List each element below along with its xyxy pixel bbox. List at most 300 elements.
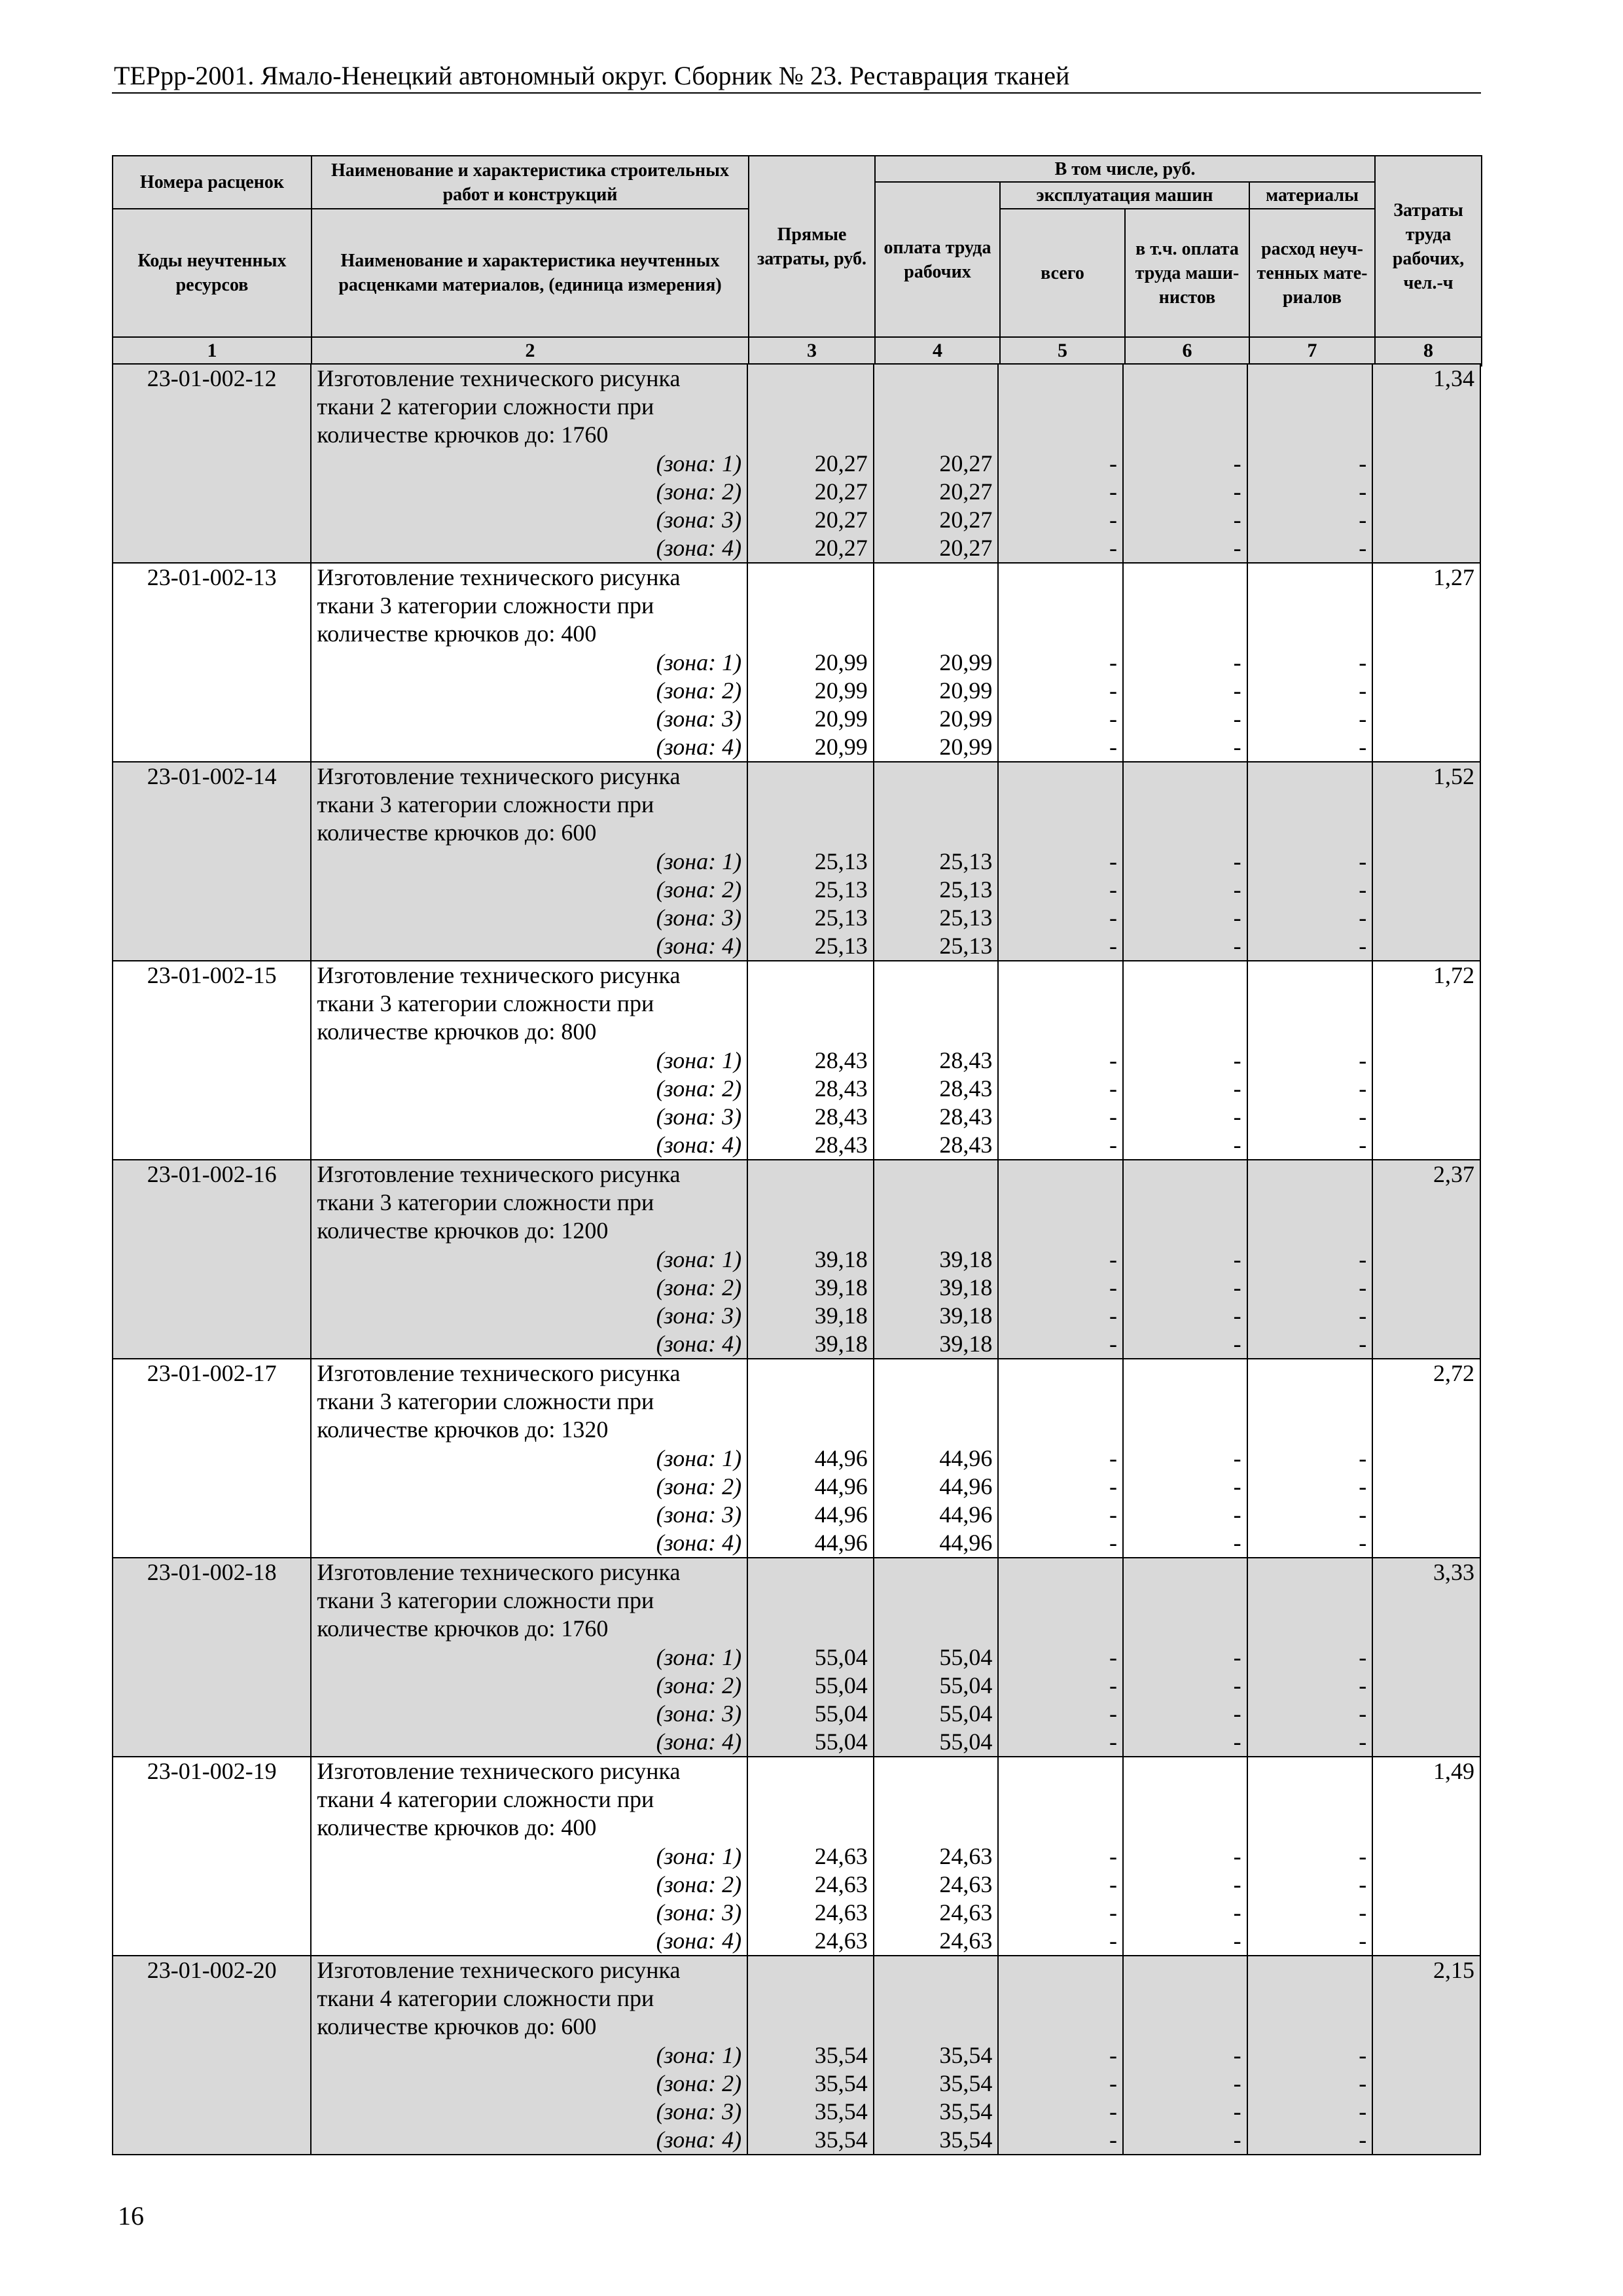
dash-value: -	[1233, 1899, 1241, 1926]
blank-line	[753, 961, 868, 990]
materials-cell	[1248, 961, 1374, 1159]
table-row	[112, 1757, 1481, 1956]
blank-line	[1253, 1160, 1367, 1189]
dash-value: -	[1359, 1871, 1367, 1897]
worker-pay-cell	[874, 564, 999, 761]
blank-line	[1129, 421, 1241, 449]
zone-label: (зона: 1)	[656, 848, 742, 874]
dash-value: -	[1359, 1928, 1367, 1954]
materials-cell	[1248, 564, 1374, 761]
worker-pay-value: 39,18	[939, 1331, 993, 1357]
description-line: ткани 2 категории сложности при	[317, 393, 654, 420]
blank-line	[1004, 1757, 1117, 1785]
machinist-pay-cell	[1124, 1956, 1248, 2154]
description-line: ткани 3 категории сложности при	[317, 592, 654, 619]
blank-line	[1253, 1956, 1367, 1984]
description-line: количестве крючков до: 600	[317, 2013, 597, 2040]
direct-costs-cell	[748, 1359, 874, 1557]
description-line: Изготовление технического рисунка	[317, 1161, 681, 1187]
description-cell	[312, 762, 748, 960]
column-number: 1	[113, 337, 312, 365]
blank-line	[1004, 564, 1117, 592]
blank-line	[1004, 2013, 1117, 2041]
zone-label: (зона: 1)	[656, 649, 742, 675]
blank-line	[1253, 819, 1367, 847]
description-line: Изготовление технического рисунка	[317, 1957, 681, 1983]
blank-line	[880, 819, 993, 847]
worker-pay-cell	[874, 365, 999, 562]
dash-value: -	[1359, 1444, 1367, 1471]
dash-value: -	[1109, 1274, 1117, 1300]
direct-cost-value: 24,63	[814, 1842, 868, 1869]
direct-costs-cell	[748, 564, 874, 761]
description-line: Изготовление технического рисунка	[317, 962, 681, 988]
dash-value: -	[1233, 1132, 1241, 1158]
blank-line	[1129, 1217, 1241, 1245]
dash-value: -	[1109, 1501, 1117, 1528]
dash-value: -	[1359, 677, 1367, 704]
blank-line	[880, 393, 993, 421]
materials-cell	[1248, 1757, 1374, 1955]
dash-value: -	[1109, 1729, 1117, 1755]
direct-cost-value: 44,96	[814, 1530, 868, 1556]
blank-line	[880, 421, 993, 449]
blank-line	[1004, 961, 1117, 990]
direct-cost-value: 25,13	[814, 904, 868, 931]
worker-pay-cell	[874, 1160, 999, 1358]
blank-line	[880, 1217, 993, 1245]
description-cell	[312, 961, 748, 1159]
labor-value: 1,49	[1433, 1758, 1474, 1784]
blank-line	[1004, 791, 1117, 819]
worker-pay-value: 20,99	[939, 705, 993, 732]
blank-line	[880, 1416, 993, 1444]
description-line: Изготовление технического рисунка	[317, 564, 681, 590]
labor-cell	[1373, 564, 1481, 761]
zone-label: (зона: 3)	[656, 1302, 742, 1329]
rate-code: 23-01-002-15	[147, 962, 277, 988]
machinist-pay-cell	[1124, 1160, 1248, 1358]
worker-pay-value: 35,54	[939, 2126, 993, 2153]
worker-pay-value: 20,99	[939, 649, 993, 675]
labor-value: 2,72	[1433, 1360, 1474, 1386]
dash-value: -	[1233, 649, 1241, 675]
blank-line	[1004, 762, 1117, 791]
blank-line	[1253, 592, 1367, 620]
zone-label: (зона: 3)	[656, 1103, 742, 1130]
direct-cost-value: 20,27	[814, 506, 868, 533]
description-cell	[312, 1757, 748, 1955]
labor-value: 2,15	[1433, 1957, 1474, 1983]
dash-value: -	[1109, 1842, 1117, 1869]
labor-cell	[1373, 1558, 1481, 1756]
dash-value: -	[1359, 1530, 1367, 1556]
blank-line	[880, 1160, 993, 1189]
direct-cost-value: 20,99	[814, 677, 868, 704]
dash-value: -	[1359, 904, 1367, 931]
dash-value: -	[1109, 1047, 1117, 1073]
direct-cost-value: 24,63	[814, 1899, 868, 1926]
direct-cost-value: 20,99	[814, 649, 868, 675]
header-machine-operation: эксплуатация машин	[1000, 182, 1249, 209]
blank-line	[1129, 762, 1241, 791]
direct-cost-value: 25,13	[814, 848, 868, 874]
machines-total-cell	[999, 1956, 1124, 2154]
zone-label: (зона: 2)	[656, 478, 742, 505]
dash-value: -	[1233, 1331, 1241, 1357]
dash-value: -	[1109, 1132, 1117, 1158]
machines-total-cell	[999, 1757, 1124, 1955]
blank-line	[1129, 819, 1241, 847]
blank-line	[880, 791, 993, 819]
blank-line	[1004, 1217, 1117, 1245]
blank-line	[880, 1757, 993, 1785]
dash-value: -	[1359, 1047, 1367, 1073]
direct-cost-value: 35,54	[814, 2126, 868, 2153]
blank-line	[1253, 990, 1367, 1018]
dash-value: -	[1359, 1643, 1367, 1670]
column-number: 5	[1000, 337, 1125, 365]
direct-cost-value: 35,54	[814, 2098, 868, 2125]
worker-pay-value: 44,96	[939, 1473, 993, 1499]
labor-value: 1,52	[1433, 763, 1474, 789]
direct-cost-value: 20,27	[814, 478, 868, 505]
zone-label: (зона: 2)	[656, 1871, 742, 1897]
dash-value: -	[1109, 1246, 1117, 1272]
blank-line	[1129, 1814, 1241, 1842]
dash-value: -	[1359, 705, 1367, 732]
blank-line	[1004, 1615, 1117, 1643]
dash-value: -	[1233, 535, 1241, 562]
labor-cell	[1373, 961, 1481, 1159]
dash-value: -	[1109, 705, 1117, 732]
dash-value: -	[1359, 1672, 1367, 1698]
blank-line	[753, 1984, 868, 2013]
description-line: Изготовление технического рисунка	[317, 365, 681, 391]
dash-value: -	[1233, 1075, 1241, 1102]
direct-cost-value: 39,18	[814, 1302, 868, 1329]
dash-value: -	[1233, 478, 1241, 505]
blank-line	[1129, 1984, 1241, 2013]
direct-cost-value: 44,96	[814, 1444, 868, 1471]
worker-pay-value: 25,13	[939, 904, 993, 931]
worker-pay-value: 44,96	[939, 1501, 993, 1528]
blank-line	[1004, 592, 1117, 620]
blank-line	[880, 1615, 993, 1643]
zone-label: (зона: 3)	[656, 705, 742, 732]
dash-value: -	[1233, 904, 1241, 931]
zone-label: (зона: 3)	[656, 1501, 742, 1528]
blank-line	[1004, 1416, 1117, 1444]
zone-label: (зона: 3)	[656, 2098, 742, 2125]
description-cell	[312, 365, 748, 562]
blank-line	[880, 1018, 993, 1046]
description-cell	[312, 1956, 748, 2154]
rate-code: 23-01-002-20	[147, 1957, 277, 1983]
blank-line	[1004, 1388, 1117, 1416]
dash-value: -	[1233, 1047, 1241, 1073]
dash-value: -	[1109, 2041, 1117, 2068]
labor-cell	[1373, 1956, 1481, 2154]
zone-label: (зона: 2)	[656, 2070, 742, 2096]
blank-line	[1253, 1615, 1367, 1643]
dash-value: -	[1359, 478, 1367, 505]
labor-cell	[1373, 1359, 1481, 1557]
blank-line	[753, 1160, 868, 1189]
rate-code-cell	[113, 1757, 312, 1955]
worker-pay-value: 25,13	[939, 876, 993, 903]
blank-line	[753, 564, 868, 592]
direct-cost-value: 55,04	[814, 1643, 868, 1670]
worker-pay-value: 44,96	[939, 1444, 993, 1471]
worker-pay-value: 39,18	[939, 1274, 993, 1300]
dash-value: -	[1359, 1246, 1367, 1272]
table-row	[112, 1359, 1481, 1558]
blank-line	[880, 365, 993, 393]
blank-line	[1253, 791, 1367, 819]
direct-costs-cell	[748, 1558, 874, 1756]
zone-label: (зона: 1)	[656, 2041, 742, 2068]
blank-line	[1253, 421, 1367, 449]
worker-pay-value: 28,43	[939, 1047, 993, 1073]
blank-line	[1004, 1558, 1117, 1587]
blank-line	[880, 1359, 993, 1388]
blank-line	[1253, 1416, 1367, 1444]
materials-cell	[1248, 365, 1374, 562]
blank-line	[1253, 365, 1367, 393]
dash-value: -	[1233, 1274, 1241, 1300]
worker-pay-value: 24,63	[939, 1842, 993, 1869]
blank-line	[753, 1956, 868, 1984]
dash-value: -	[1109, 1473, 1117, 1499]
blank-line	[753, 990, 868, 1018]
blank-line	[1129, 1189, 1241, 1217]
blank-line	[753, 819, 868, 847]
blank-line	[753, 1785, 868, 1814]
description-line: Изготовление технического рисунка	[317, 1559, 681, 1585]
direct-cost-value: 20,99	[814, 734, 868, 761]
dash-value: -	[1359, 1842, 1367, 1869]
dash-value: -	[1233, 876, 1241, 903]
direct-cost-value: 24,63	[814, 1928, 868, 1954]
description-line: Изготовление технического рисунка	[317, 763, 681, 789]
dash-value: -	[1359, 535, 1367, 562]
description-line: ткани 4 категории сложности при	[317, 1985, 654, 2012]
dash-value: -	[1359, 2098, 1367, 2125]
dash-value: -	[1359, 1700, 1367, 1727]
direct-costs-cell	[748, 1956, 874, 2154]
dash-value: -	[1233, 1444, 1241, 1471]
blank-line	[880, 1558, 993, 1587]
direct-cost-value: 20,27	[814, 450, 868, 476]
worker-pay-value: 24,63	[939, 1928, 993, 1954]
zone-label: (зона: 4)	[656, 1530, 742, 1556]
dash-value: -	[1233, 1473, 1241, 1499]
blank-line	[1004, 393, 1117, 421]
worker-pay-value: 20,27	[939, 450, 993, 476]
dash-value: -	[1109, 1899, 1117, 1926]
blank-line	[753, 393, 868, 421]
blank-line	[880, 1956, 993, 1984]
table-row	[112, 961, 1481, 1160]
blank-line	[1253, 762, 1367, 791]
rate-code-cell	[113, 1558, 312, 1756]
blank-line	[753, 421, 868, 449]
direct-cost-value: 39,18	[814, 1246, 868, 1272]
zone-label: (зона: 1)	[656, 1246, 742, 1272]
header-unaccounted-materials: расход неуч-тенных мате-риалов	[1249, 209, 1375, 337]
dash-value: -	[1233, 450, 1241, 476]
zone-label: (зона: 4)	[656, 1928, 742, 1954]
blank-line	[1004, 620, 1117, 648]
blank-line	[880, 1984, 993, 2013]
dash-value: -	[1109, 1928, 1117, 1954]
blank-line	[1129, 1388, 1241, 1416]
blank-line	[1253, 620, 1367, 648]
dash-value: -	[1109, 848, 1117, 874]
description-line: количестве крючков до: 800	[317, 1018, 597, 1045]
zone-label: (зона: 1)	[656, 1842, 742, 1869]
page-number: 16	[118, 2201, 144, 2231]
header-direct-costs: Прямые затраты, руб.	[749, 156, 875, 337]
blank-line	[1129, 990, 1241, 1018]
rate-code: 23-01-002-13	[147, 564, 277, 590]
blank-line	[1253, 1587, 1367, 1615]
worker-pay-value: 20,99	[939, 734, 993, 761]
blank-line	[753, 1615, 868, 1643]
direct-cost-value: 20,99	[814, 705, 868, 732]
description-line: количестве крючков до: 1760	[317, 422, 609, 448]
blank-line	[753, 1558, 868, 1587]
dash-value: -	[1359, 933, 1367, 960]
description-cell	[312, 1359, 748, 1557]
blank-line	[880, 990, 993, 1018]
direct-cost-value: 44,96	[814, 1501, 868, 1528]
blank-line	[753, 1814, 868, 1842]
dash-value: -	[1359, 1473, 1367, 1499]
dash-value: -	[1233, 2126, 1241, 2153]
blank-line	[1004, 1359, 1117, 1388]
dash-value: -	[1233, 1530, 1241, 1556]
dash-value: -	[1359, 2070, 1367, 2096]
zone-label: (зона: 1)	[656, 1643, 742, 1670]
blank-line	[753, 1587, 868, 1615]
machinist-pay-cell	[1124, 762, 1248, 960]
rate-code: 23-01-002-16	[147, 1161, 277, 1187]
dash-value: -	[1233, 1871, 1241, 1897]
dash-value: -	[1359, 1302, 1367, 1329]
direct-cost-value: 25,13	[814, 933, 868, 960]
blank-line	[753, 1416, 868, 1444]
worker-pay-value: 24,63	[939, 1871, 993, 1897]
worker-pay-cell	[874, 1359, 999, 1557]
dash-value: -	[1233, 1501, 1241, 1528]
zone-label: (зона: 2)	[656, 1473, 742, 1499]
dash-value: -	[1233, 1928, 1241, 1954]
worker-pay-value: 20,27	[939, 478, 993, 505]
worker-pay-value: 28,43	[939, 1075, 993, 1102]
blank-line	[1129, 2013, 1241, 2041]
dash-value: -	[1359, 2126, 1367, 2153]
worker-pay-value: 35,54	[939, 2070, 993, 2096]
dash-value: -	[1233, 2070, 1241, 2096]
blank-line	[880, 592, 993, 620]
direct-cost-value: 28,43	[814, 1132, 868, 1158]
dash-value: -	[1233, 506, 1241, 533]
worker-pay-value: 24,63	[939, 1899, 993, 1926]
table-header	[112, 155, 1482, 367]
dash-value: -	[1109, 535, 1117, 562]
rate-code-cell	[113, 365, 312, 562]
column-number: 6	[1125, 337, 1249, 365]
zone-label: (зона: 3)	[656, 904, 742, 931]
description-line: ткани 3 категории сложности при	[317, 1189, 654, 1216]
zone-label: (зона: 4)	[656, 1132, 742, 1158]
blank-line	[1004, 1984, 1117, 2013]
dash-value: -	[1233, 1246, 1241, 1272]
blank-line	[753, 620, 868, 648]
worker-pay-value: 28,43	[939, 1132, 993, 1158]
machinist-pay-cell	[1124, 564, 1248, 761]
dash-value: -	[1359, 1132, 1367, 1158]
header-machines-total: всего	[1000, 209, 1125, 337]
dash-value: -	[1233, 1103, 1241, 1130]
description-line: ткани 4 категории сложности при	[317, 1786, 654, 1813]
column-number: 7	[1249, 337, 1375, 365]
blank-line	[1253, 564, 1367, 592]
column-number: 4	[875, 337, 1000, 365]
blank-line	[880, 1814, 993, 1842]
blank-line	[1004, 990, 1117, 1018]
machinist-pay-cell	[1124, 961, 1248, 1159]
blank-line	[880, 1189, 993, 1217]
blank-line	[1129, 564, 1241, 592]
direct-costs-cell	[748, 1757, 874, 1955]
machines-total-cell	[999, 564, 1124, 761]
zone-label: (зона: 3)	[656, 1700, 742, 1727]
blank-line	[1004, 421, 1117, 449]
blank-line	[1253, 1558, 1367, 1587]
dash-value: -	[1109, 478, 1117, 505]
zone-label: (зона: 4)	[656, 933, 742, 960]
materials-cell	[1248, 1956, 1374, 2154]
table-row	[112, 1160, 1481, 1359]
worker-pay-value: 28,43	[939, 1103, 993, 1130]
blank-line	[1004, 1587, 1117, 1615]
rate-code-cell	[113, 1956, 312, 2154]
header-material-name: Наименование и характеристика неучтенных расценками материалов, (единица измерения)	[312, 209, 749, 337]
direct-cost-value: 28,43	[814, 1103, 868, 1130]
header-rule	[112, 92, 1481, 94]
worker-pay-cell	[874, 1757, 999, 1955]
labor-cell	[1373, 762, 1481, 960]
rate-code: 23-01-002-18	[147, 1559, 277, 1585]
blank-line	[753, 365, 868, 393]
blank-line	[1004, 1956, 1117, 1984]
labor-value: 1,34	[1433, 365, 1474, 391]
blank-line	[1253, 1814, 1367, 1842]
blank-line	[1253, 1217, 1367, 1245]
description-cell	[312, 1558, 748, 1756]
header-materials: материалы	[1249, 182, 1375, 209]
dash-value: -	[1359, 1729, 1367, 1755]
blank-line	[880, 762, 993, 791]
dash-value: -	[1109, 1643, 1117, 1670]
labor-value: 3,33	[1433, 1559, 1474, 1585]
dash-value: -	[1109, 2126, 1117, 2153]
direct-costs-cell	[748, 365, 874, 562]
worker-pay-cell	[874, 1558, 999, 1756]
